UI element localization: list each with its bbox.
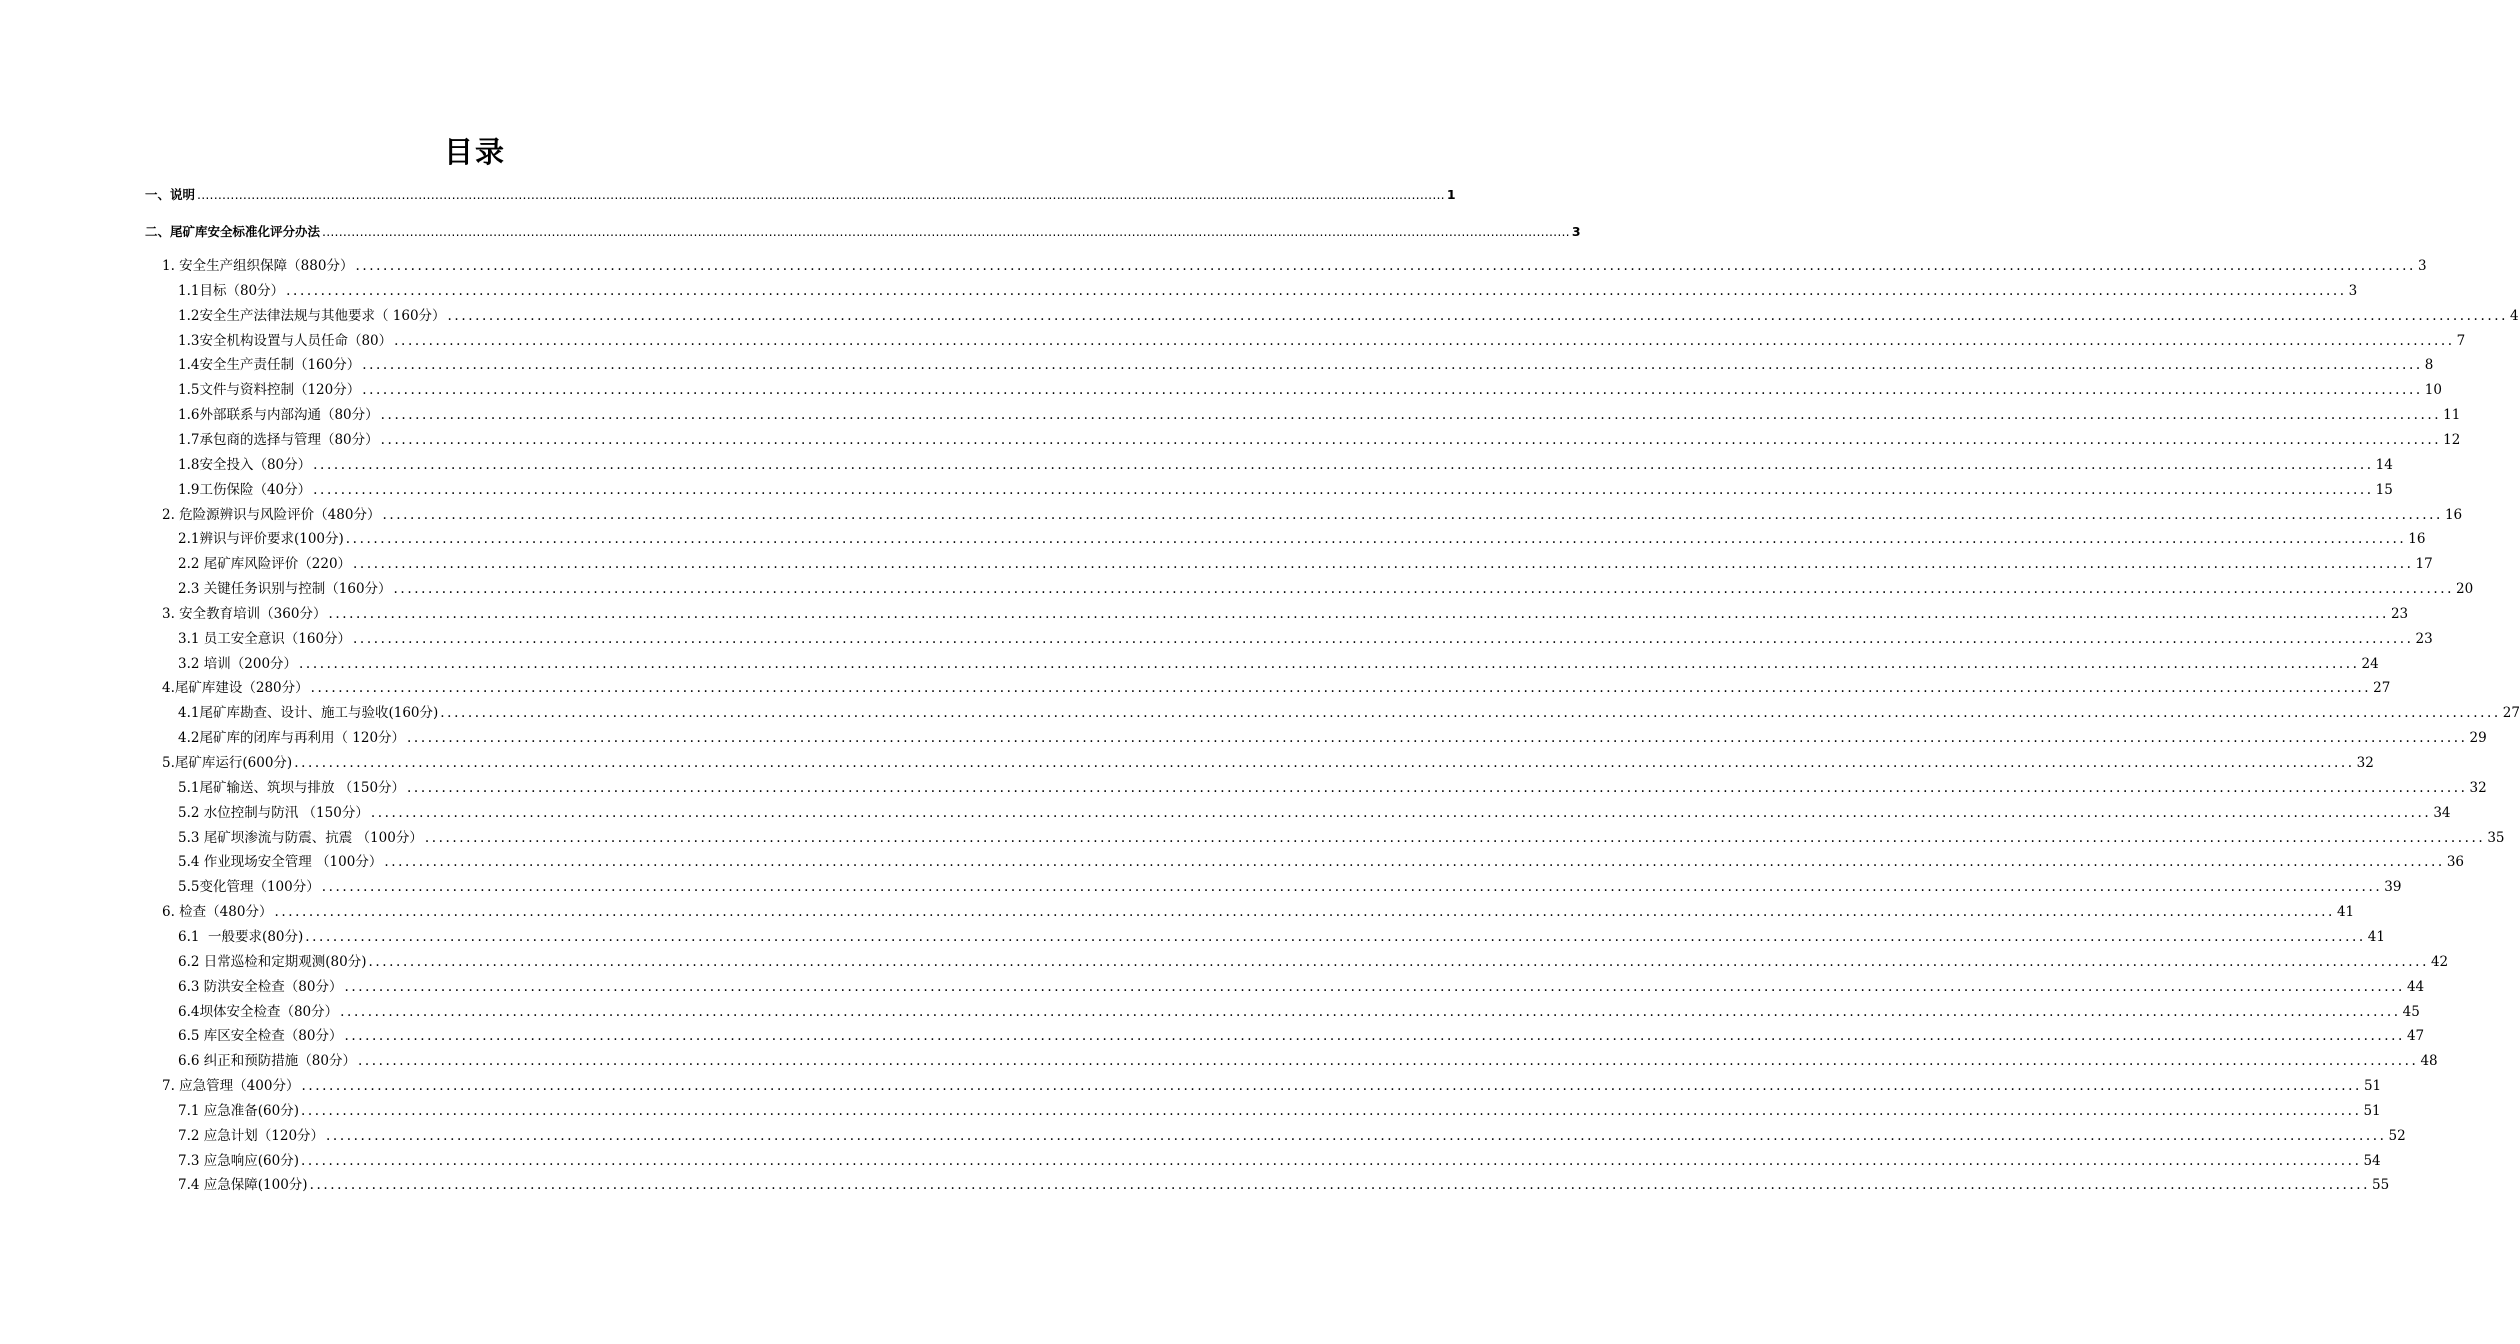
toc-entry-page: 11: [2443, 407, 2461, 424]
toc-entry-label: 1.8安全投入（80分）: [178, 456, 312, 473]
toc-leader-dots: ...........................................................................................................................................................................................................................................................................................................: [355, 258, 2416, 274]
toc-entry-label: 1.4安全生产责任制（160分）: [178, 357, 361, 374]
toc-entry-page: 35: [2487, 829, 2505, 846]
toc-entry-page: 14: [2375, 456, 2393, 473]
toc-entry[interactable]: [178, 653, 2379, 675]
toc-leader-dots: ...........................................................................................................................................................................................................................................................................................................: [424, 829, 2486, 846]
toc-entry-label: 6.1 一般要求(80分): [178, 928, 304, 945]
toc-entry[interactable]: [162, 1075, 2382, 1097]
toc-entry-page: 15: [2375, 481, 2393, 498]
toc-entry-label: 1.9工伤保险（40分）: [178, 481, 312, 498]
toc-entry-page: 27: [2502, 705, 2520, 722]
toc-entry-label: 4.尾矿库建设（280分）: [162, 680, 309, 697]
toc-entry-page: 1: [1446, 187, 1456, 202]
toc-entry[interactable]: [178, 827, 2505, 849]
toc-entry[interactable]: [162, 255, 2427, 277]
toc-entry[interactable]: [178, 628, 2433, 650]
toc-entry-page: 51: [2363, 1078, 2382, 1095]
toc-entry[interactable]: [178, 727, 2487, 749]
toc-entry-label: 7.4 应急保障(100分): [178, 1177, 308, 1194]
toc-entry[interactable]: [162, 901, 2355, 923]
page-title: 目录: [443, 135, 506, 169]
toc-entry-page: 4: [2510, 307, 2519, 324]
toc-leader-dots: ...........................................................................................................................................................................................................................................................................................................: [294, 755, 2355, 771]
toc-entry-label: 1.6外部联系与内部沟通（80分）: [178, 407, 379, 424]
toc-entry[interactable]: [178, 876, 2402, 898]
toc-leader-dots: ...........................................................................................................................................................................................................................................................................................................: [286, 282, 2347, 299]
toc-entry-page: 29: [2469, 730, 2487, 747]
toc-entry-label: 6. 检查（480分）: [162, 904, 273, 921]
toc-leader-dots: ...........................................................................................................................................................................................................................................................................................................: [340, 1003, 2401, 1020]
toc-entry-page: 54: [2363, 1152, 2381, 1169]
toc-entry-label: 6.2 日常巡检和定期观测(80分): [178, 953, 367, 970]
toc-entry[interactable]: [178, 330, 2466, 352]
toc-entry-page: 10: [2424, 382, 2442, 399]
toc-entry-label: 2.1辨识与评价要求(100分): [178, 531, 344, 548]
toc-entry[interactable]: [178, 1150, 2381, 1172]
toc-entry[interactable]: [178, 1125, 2406, 1147]
toc-entry-page: 3: [1571, 224, 1581, 239]
toc-entry-page: 41: [2367, 928, 2385, 945]
toc-entry-label: 1.5文件与资料控制（120分）: [178, 382, 361, 399]
toc-entry-page: 36: [2446, 854, 2464, 871]
toc-leader-dots: ...........................................................................................................................................................................................................................................................................................................: [313, 481, 2374, 498]
toc-leader-dots: ...........................................................................................................................................................................................................................................................................................................: [368, 953, 2429, 970]
toc-entry-label: 5.5变化管理（100分）: [178, 879, 320, 896]
toc-entry-label: 7.3 应急响应(60分): [178, 1152, 299, 1169]
toc-entry-label: 7.1 应急准备(60分): [178, 1102, 299, 1119]
toc-leader-dots: ...........................................................................................................................................................................................................................................................................................................: [345, 531, 2407, 548]
toc-leader-dots: ...........................................................................................................................................................................................................................................................................................................: [407, 779, 2468, 796]
toc-entry-page: 39: [2384, 879, 2402, 896]
toc-entry[interactable]: [145, 184, 1456, 206]
toc-entry-page: 23: [2390, 605, 2409, 622]
toc-leader-dots: ...........................................................................................................................................................................................................................................................................................................: [393, 581, 2455, 598]
toc-leader-dots: ...........................................................................................................................................................................................................................................................................................................: [305, 928, 2366, 945]
toc-leader-dots: ...........................................................................................................................................................................................................................................................................................................: [322, 224, 1570, 239]
toc-entry[interactable]: [178, 802, 2451, 824]
toc-leader-dots: ...........................................................................................................................................................................................................................................................................................................: [447, 307, 2509, 324]
toc-leader-dots: ...........................................................................................................................................................................................................................................................................................................: [309, 1177, 2371, 1194]
toc-entry-label: 二、尾矿库安全标准化评分办法: [145, 224, 321, 239]
toc-entry[interactable]: [178, 379, 2442, 401]
toc-entry[interactable]: [178, 926, 2385, 948]
toc-leader-dots: ...........................................................................................................................................................................................................................................................................................................: [380, 431, 2442, 448]
toc-entry[interactable]: [178, 354, 2434, 376]
toc-entry-label: 1.1目标（80分）: [178, 282, 285, 299]
toc-entry-label: 1. 安全生产组织保障（880分）: [162, 258, 354, 274]
toc-entry[interactable]: [178, 528, 2426, 550]
toc-entry-label: 5.2 水位控制与防汛 （150分）: [178, 804, 369, 821]
toc-entry-page: 41: [2336, 904, 2355, 921]
toc-entry-label: 1.7承包商的选择与管理（80分）: [178, 431, 379, 448]
toc-leader-dots: ...........................................................................................................................................................................................................................................................................................................: [384, 854, 2445, 871]
toc-entry-label: 4.2尾矿库的闭库与再利用（ 120分）: [178, 730, 406, 747]
toc-entry[interactable]: [178, 1050, 2438, 1072]
toc-entry-label: 5.1尾矿输送、筑坝与排放 （150分）: [178, 779, 406, 796]
toc-entry-label: 2.2 尾矿库风险评价（220）: [178, 556, 352, 573]
toc-entry[interactable]: [178, 404, 2461, 426]
toc-leader-dots: ...........................................................................................................................................................................................................................................................................................................: [313, 456, 2374, 473]
toc-entry-page: 52: [2388, 1127, 2406, 1144]
toc-entry-page: 51: [2363, 1102, 2381, 1119]
toc-entry[interactable]: [178, 951, 2449, 973]
toc-leader-dots: ...........................................................................................................................................................................................................................................................................................................: [344, 1028, 2405, 1045]
toc-entry-label: 1.2安全生产法律法规与其他要求（ 160分）: [178, 307, 446, 324]
toc-leader-dots: ...........................................................................................................................................................................................................................................................................................................: [407, 730, 2468, 747]
toc-entry-page: 3: [2417, 258, 2427, 274]
toc-entry[interactable]: [178, 553, 2433, 575]
toc-leader-dots: ...........................................................................................................................................................................................................................................................................................................: [353, 630, 2414, 647]
toc-leader-dots: ...........................................................................................................................................................................................................................................................................................................: [382, 506, 2443, 523]
toc-entry-label: 3. 安全教育培训（360分）: [162, 605, 327, 622]
toc-entry[interactable]: [162, 677, 2391, 699]
toc-leader-dots: ...........................................................................................................................................................................................................................................................................................................: [394, 332, 2455, 349]
toc-entry-page: 16: [2408, 531, 2426, 548]
toc-entry-page: 48: [2420, 1053, 2438, 1070]
toc-entry-label: 2. 危险源辨识与风险评价（480分）: [162, 506, 381, 523]
toc-entry-page: 32: [2356, 755, 2374, 771]
toc-entry[interactable]: [178, 851, 2464, 873]
toc-entry-page: 16: [2444, 506, 2463, 523]
toc-entry-page: 42: [2430, 953, 2449, 970]
toc-entry-page: 55: [2372, 1177, 2390, 1194]
toc-entry-label: 一、说明: [145, 187, 196, 202]
toc-entry-label: 5.尾矿库运行(600分): [162, 755, 293, 771]
toc-entry-label: 6.3 防洪安全检查（80分）: [178, 978, 343, 995]
toc-entry-label: 6.5 库区安全检查（80分）: [178, 1028, 343, 1045]
toc-entry-label: 3.2 培训（200分）: [178, 655, 298, 672]
toc-entry-label: 6.6 纠正和预防措施（80分）: [178, 1053, 356, 1070]
toc-entry[interactable]: [162, 603, 2409, 625]
toc-entry-page: 3: [2348, 282, 2358, 299]
toc-entry[interactable]: [162, 752, 2374, 774]
toc-entry-page: 8: [2424, 357, 2434, 374]
toc-entry[interactable]: [178, 479, 2393, 501]
toc-entry[interactable]: [178, 1174, 2390, 1196]
toc-entry-label: 2.3 关键任务识别与控制（160分）: [178, 581, 392, 598]
toc-entry[interactable]: [178, 429, 2461, 451]
toc-entry-page: 32: [2469, 779, 2487, 796]
toc-entry-page: 24: [2361, 655, 2379, 672]
toc-entry-label: 5.4 作业现场安全管理 （100分）: [178, 854, 383, 871]
toc-entry-page: 12: [2443, 431, 2461, 448]
toc-entry-page: 27: [2373, 680, 2391, 697]
toc-entry[interactable]: [162, 504, 2463, 526]
toc-entry[interactable]: [178, 702, 2520, 724]
toc-entry-label: 6.4坝体安全检查（80分）: [178, 1003, 339, 1020]
toc-leader-dots: ...........................................................................................................................................................................................................................................................................................................: [328, 605, 2389, 622]
toc-leader-dots: ...........................................................................................................................................................................................................................................................................................................: [301, 1078, 2362, 1095]
toc-leader-dots: ...........................................................................................................................................................................................................................................................................................................: [357, 1053, 2419, 1070]
toc-entry[interactable]: [178, 1025, 2425, 1047]
toc-leader-dots: ...........................................................................................................................................................................................................................................................................................................: [300, 1102, 2362, 1119]
toc-entry-label: 4.1尾矿库勘查、设计、施工与验收(160分): [178, 705, 439, 722]
toc-entry[interactable]: [178, 305, 2519, 327]
toc-leader-dots: ...........................................................................................................................................................................................................................................................................................................: [299, 655, 2360, 672]
toc-entry-page: 34: [2433, 804, 2451, 821]
toc-leader-dots: ...........................................................................................................................................................................................................................................................................................................: [440, 705, 2501, 722]
toc-entry[interactable]: [145, 221, 1581, 243]
toc-entry-page: 20: [2456, 581, 2474, 598]
toc-leader-dots: ...........................................................................................................................................................................................................................................................................................................: [370, 804, 2432, 821]
toc-leader-dots: ...........................................................................................................................................................................................................................................................................................................: [321, 879, 2383, 896]
toc-entry-page: 7: [2456, 332, 2466, 349]
toc-leader-dots: ...........................................................................................................................................................................................................................................................................................................: [326, 1127, 2387, 1144]
toc-leader-dots: ...........................................................................................................................................................................................................................................................................................................: [353, 556, 2414, 573]
toc-entry-label: 3.1 员工安全意识（160分）: [178, 630, 352, 647]
toc-entry[interactable]: [178, 976, 2425, 998]
toc-entry-page: 23: [2415, 630, 2433, 647]
toc-leader-dots: ...........................................................................................................................................................................................................................................................................................................: [300, 1152, 2362, 1169]
toc-entry-label: 7. 应急管理（400分）: [162, 1078, 300, 1095]
toc-entry[interactable]: [178, 777, 2487, 799]
toc-entry-label: 5.3 尾矿坝渗流与防震、抗震 （100分）: [178, 829, 423, 846]
toc-leader-dots: ...........................................................................................................................................................................................................................................................................................................: [197, 187, 1445, 202]
toc-leader-dots: ...........................................................................................................................................................................................................................................................................................................: [362, 357, 2423, 374]
toc-entry[interactable]: [178, 578, 2474, 600]
toc-entry-page: 17: [2415, 556, 2433, 573]
toc-entry-label: 1.3安全机构设置与人员任命（80）: [178, 332, 393, 349]
toc-leader-dots: ...........................................................................................................................................................................................................................................................................................................: [274, 904, 2335, 921]
toc-entry[interactable]: [178, 454, 2393, 476]
toc-entry-label: 7.2 应急计划（120分）: [178, 1127, 325, 1144]
toc-entry-page: 47: [2406, 1028, 2425, 1045]
toc-leader-dots: ...........................................................................................................................................................................................................................................................................................................: [344, 978, 2405, 995]
toc-entry[interactable]: [178, 280, 2358, 302]
toc-entry-page: 44: [2406, 978, 2425, 995]
toc-leader-dots: ...........................................................................................................................................................................................................................................................................................................: [310, 680, 2372, 697]
toc-entry[interactable]: [178, 1100, 2381, 1122]
toc-leader-dots: ...........................................................................................................................................................................................................................................................................................................: [380, 407, 2442, 424]
toc-entry-page: 45: [2402, 1003, 2420, 1020]
toc-entry[interactable]: [178, 1001, 2420, 1023]
toc-leader-dots: ...........................................................................................................................................................................................................................................................................................................: [362, 382, 2423, 399]
